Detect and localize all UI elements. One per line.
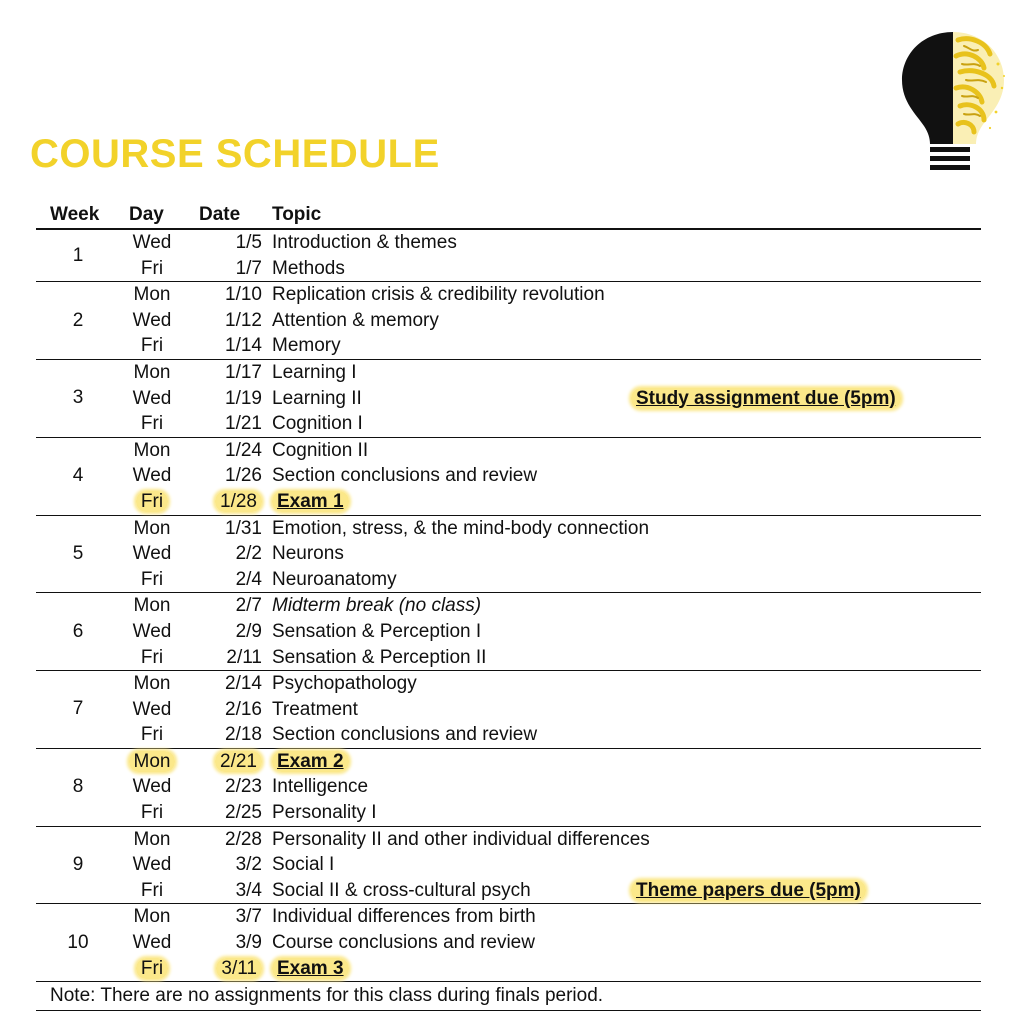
day-cell-text: Mon xyxy=(133,595,171,617)
day-cell-text: Wed xyxy=(132,854,172,876)
topic-cell xyxy=(272,256,345,281)
date-cell-text: 2/11 xyxy=(226,646,262,668)
topic-cell xyxy=(272,956,349,981)
table-row xyxy=(36,333,981,359)
day-cell xyxy=(120,956,184,981)
date-cell-text: 1/24 xyxy=(225,439,262,461)
date-cell xyxy=(184,386,262,411)
date-cell-text: 3/11 xyxy=(216,958,262,979)
footnote: Note: There are no assignments for this class during finals period. xyxy=(50,985,604,1007)
header-date: Date xyxy=(199,204,241,225)
date-cell xyxy=(184,671,262,696)
date-cell xyxy=(184,463,262,488)
topic-cell xyxy=(272,722,537,747)
table-row xyxy=(36,930,981,956)
day-cell-text: Mon xyxy=(133,439,171,461)
day-cell-text: Fri xyxy=(136,491,168,512)
schedule-table xyxy=(36,200,981,1011)
day-cell xyxy=(120,282,184,307)
topic-cell xyxy=(272,749,349,774)
topic-cell xyxy=(272,230,457,255)
table-row xyxy=(36,852,981,878)
week-group xyxy=(36,360,981,438)
date-cell-text: 1/19 xyxy=(225,387,262,409)
date-cell-text: 3/7 xyxy=(235,906,262,928)
day-cell xyxy=(120,333,184,358)
day-cell xyxy=(120,878,184,903)
topic-cell-text: Exam 2 xyxy=(272,751,349,772)
date-cell-text: 2/25 xyxy=(225,802,262,824)
date-cell-text: 1/10 xyxy=(225,284,262,306)
day-cell xyxy=(120,489,184,514)
table-row xyxy=(36,516,981,542)
table-row xyxy=(36,904,981,930)
topic-cell-text: Sensation & Perception I xyxy=(272,620,482,642)
topic-cell-text: Cognition II xyxy=(272,439,369,461)
day-cell xyxy=(120,671,184,696)
table-row xyxy=(36,800,981,826)
week-number: 8 xyxy=(72,776,84,798)
day-cell xyxy=(120,230,184,255)
day-cell-text: Fri xyxy=(136,958,168,979)
page-title: COURSE SCHEDULE xyxy=(30,132,440,176)
date-cell-text: 1/21 xyxy=(225,413,262,435)
date-cell-text: 2/28 xyxy=(225,828,262,850)
week-number: 6 xyxy=(72,620,84,642)
topic-cell-text: Learning II xyxy=(272,387,362,409)
date-cell xyxy=(184,593,262,618)
week-number: 1 xyxy=(72,244,84,266)
day-cell xyxy=(120,541,184,566)
deadline-note-text: Study assignment due (5pm) xyxy=(631,388,901,409)
topic-cell xyxy=(272,619,481,644)
week-group xyxy=(36,593,981,671)
table-row xyxy=(36,774,981,800)
day-cell xyxy=(120,593,184,618)
week-group xyxy=(36,282,981,360)
topic-cell-text: Neurons xyxy=(272,543,344,565)
day-cell xyxy=(120,516,184,541)
day-cell-text: Wed xyxy=(132,232,172,253)
day-cell-text: Wed xyxy=(132,387,172,409)
topic-cell xyxy=(272,878,531,903)
day-cell xyxy=(120,463,184,488)
topic-cell-text: Exam 3 xyxy=(272,958,349,979)
date-cell-text: 1/12 xyxy=(225,309,262,331)
topic-cell-text: Replication crisis & credibility revolution xyxy=(272,284,605,306)
table-row xyxy=(36,671,981,697)
date-cell-text: 3/2 xyxy=(235,854,262,876)
date-cell-text: 1/14 xyxy=(225,335,262,357)
topic-cell xyxy=(272,282,605,307)
header-topic: Topic xyxy=(272,204,322,225)
table-row xyxy=(36,749,981,775)
topic-cell xyxy=(272,516,649,541)
topic-cell-text: Emotion, stress, & the mind-body connection xyxy=(272,517,650,539)
topic-cell-text: Introduction & themes xyxy=(272,232,457,253)
day-cell-text: Wed xyxy=(132,776,172,798)
topic-cell-text: Methods xyxy=(272,257,345,279)
date-cell xyxy=(184,774,262,799)
week-group xyxy=(36,438,981,516)
date-cell-text: 2/4 xyxy=(235,568,262,590)
date-cell xyxy=(184,930,262,955)
topic-cell xyxy=(272,567,397,592)
week-number: 5 xyxy=(72,542,84,564)
topic-cell-text: Attention & memory xyxy=(272,309,439,331)
topic-cell-text: Treatment xyxy=(272,698,358,720)
week-group xyxy=(36,904,981,982)
topic-cell-text: Personality I xyxy=(272,802,377,824)
week-group xyxy=(36,516,981,594)
date-cell-text: 2/7 xyxy=(235,595,262,617)
topic-cell-text: Learning I xyxy=(272,361,357,383)
topic-cell-text: Neuroanatomy xyxy=(272,568,397,590)
topic-cell-text: Psychopathology xyxy=(272,673,417,695)
topic-cell-text: Exam 1 xyxy=(272,491,349,512)
day-cell xyxy=(120,567,184,592)
table-row xyxy=(36,827,981,853)
day-cell-text: Fri xyxy=(140,879,164,901)
date-cell xyxy=(184,697,262,722)
date-cell xyxy=(184,956,262,981)
topic-cell-text: Intelligence xyxy=(272,776,369,798)
topic-cell-text: Sensation & Perception II xyxy=(272,646,487,668)
date-cell xyxy=(184,438,262,463)
date-cell xyxy=(184,516,262,541)
day-cell-text: Fri xyxy=(140,568,164,590)
date-cell xyxy=(184,567,262,592)
date-cell-text: 2/16 xyxy=(225,698,262,720)
day-cell-text: Mon xyxy=(133,284,171,306)
table-row xyxy=(36,619,981,645)
date-cell xyxy=(184,360,262,385)
day-cell-text: Mon xyxy=(133,517,171,539)
deadline-note xyxy=(631,878,866,903)
day-cell xyxy=(120,411,184,436)
day-cell xyxy=(120,827,184,852)
table-row xyxy=(36,956,981,982)
day-cell-text: Mon xyxy=(133,906,171,928)
topic-cell-text: Social I xyxy=(272,854,335,876)
table-row xyxy=(36,697,981,723)
table-header xyxy=(36,200,981,230)
table-row xyxy=(36,256,981,282)
day-cell-text: Wed xyxy=(132,465,172,487)
deadline-note xyxy=(631,386,901,411)
day-cell xyxy=(120,645,184,670)
date-cell-text: 1/26 xyxy=(225,465,262,487)
topic-cell xyxy=(272,774,368,799)
topic-cell xyxy=(272,904,536,929)
date-cell xyxy=(184,619,262,644)
date-cell-text: 1/28 xyxy=(215,491,262,512)
table-row xyxy=(36,282,981,308)
date-cell-text: 1/31 xyxy=(225,517,262,539)
day-cell-text: Fri xyxy=(140,413,164,435)
table-row xyxy=(36,567,981,593)
date-cell-text: 2/14 xyxy=(225,673,262,695)
header-day: Day xyxy=(129,204,164,225)
week-number: 9 xyxy=(72,854,84,876)
day-cell-text: Fri xyxy=(140,257,164,279)
topic-cell-text: Midterm break (no class) xyxy=(272,595,482,617)
day-cell-text: Fri xyxy=(140,335,164,357)
day-cell xyxy=(120,774,184,799)
date-cell-text: 3/4 xyxy=(235,879,262,901)
date-cell xyxy=(184,645,262,670)
week-group xyxy=(36,749,981,827)
topic-cell xyxy=(272,386,362,411)
topic-cell xyxy=(272,645,486,670)
date-cell-text: 2/18 xyxy=(225,724,262,746)
table-row xyxy=(36,438,981,464)
topic-cell xyxy=(272,671,417,696)
table-row xyxy=(36,722,981,748)
week-number: 10 xyxy=(67,931,89,953)
topic-cell-text: Social II & cross-cultural psych xyxy=(272,879,531,901)
date-cell xyxy=(184,489,262,514)
day-cell xyxy=(120,386,184,411)
topic-cell xyxy=(272,360,357,385)
topic-cell-text: Section conclusions and review xyxy=(272,724,538,746)
date-cell xyxy=(184,333,262,358)
day-cell xyxy=(120,904,184,929)
topic-cell xyxy=(272,463,537,488)
date-cell xyxy=(184,827,262,852)
schedule-body xyxy=(36,230,981,982)
deadline-note-text: Theme papers due (5pm) xyxy=(631,880,866,901)
topic-cell xyxy=(272,852,334,877)
day-cell-text: Fri xyxy=(140,802,164,824)
week-number: 7 xyxy=(72,698,84,720)
date-cell xyxy=(184,878,262,903)
topic-cell xyxy=(272,930,535,955)
day-cell-text: Wed xyxy=(132,543,172,565)
topic-cell xyxy=(272,333,341,358)
topic-cell-text: Memory xyxy=(272,335,341,357)
topic-cell xyxy=(272,541,344,566)
day-cell xyxy=(120,930,184,955)
topic-cell xyxy=(272,800,377,825)
table-row xyxy=(36,593,981,619)
table-row xyxy=(36,489,981,515)
topic-cell-text: Personality II and other individual differences xyxy=(272,828,650,850)
week-number: 4 xyxy=(72,465,84,487)
topic-cell-text: Course conclusions and review xyxy=(272,932,535,954)
topic-cell xyxy=(272,489,349,514)
date-cell-text: 2/21 xyxy=(215,751,262,772)
table-row xyxy=(36,541,981,567)
day-cell-text: Wed xyxy=(132,620,172,642)
date-cell xyxy=(184,722,262,747)
week-group xyxy=(36,671,981,749)
day-cell-text: Wed xyxy=(132,932,172,954)
lightbulb-brain-icon xyxy=(898,28,1008,174)
topic-cell xyxy=(272,308,439,333)
day-cell xyxy=(120,697,184,722)
day-cell xyxy=(120,722,184,747)
topic-cell xyxy=(272,827,650,852)
day-cell xyxy=(120,852,184,877)
date-cell xyxy=(184,411,262,436)
day-cell-text: Mon xyxy=(129,751,176,772)
topic-cell-text: Cognition I xyxy=(272,413,363,435)
topic-cell xyxy=(272,593,481,618)
date-cell-text: 1/17 xyxy=(225,361,262,383)
topic-cell xyxy=(272,697,358,722)
topic-cell xyxy=(272,438,368,463)
table-row xyxy=(36,411,981,437)
week-group xyxy=(36,230,981,282)
day-cell xyxy=(120,619,184,644)
day-cell xyxy=(120,800,184,825)
day-cell-text: Mon xyxy=(133,361,171,383)
date-cell xyxy=(184,800,262,825)
table-row xyxy=(36,360,981,386)
table-row xyxy=(36,230,981,256)
date-cell-text: 1/5 xyxy=(235,232,262,253)
table-row xyxy=(36,386,981,412)
date-cell xyxy=(184,256,262,281)
date-cell-text: 3/9 xyxy=(235,932,262,954)
day-cell xyxy=(120,360,184,385)
day-cell-text: Fri xyxy=(140,646,164,668)
date-cell-text: 2/23 xyxy=(225,776,262,798)
date-cell xyxy=(184,904,262,929)
day-cell xyxy=(120,749,184,774)
date-cell xyxy=(184,282,262,307)
date-cell xyxy=(184,852,262,877)
topic-cell-text: Section conclusions and review xyxy=(272,465,538,487)
day-cell xyxy=(120,438,184,463)
header-week: Week xyxy=(50,204,100,225)
table-row xyxy=(36,645,981,671)
footnote-row xyxy=(36,982,981,1011)
topic-cell xyxy=(272,411,363,436)
date-cell-text: 2/2 xyxy=(235,543,262,565)
day-cell-text: Wed xyxy=(132,698,172,720)
date-cell xyxy=(184,308,262,333)
date-cell xyxy=(184,749,262,774)
day-cell-text: Wed xyxy=(132,309,172,331)
date-cell xyxy=(184,230,262,255)
day-cell xyxy=(120,308,184,333)
date-cell-text: 2/9 xyxy=(235,620,262,642)
topic-cell-text: Individual differences from birth xyxy=(272,906,536,928)
day-cell-text: Mon xyxy=(133,828,171,850)
table-row xyxy=(36,463,981,489)
day-cell-text: Fri xyxy=(140,724,164,746)
day-cell-text: Mon xyxy=(133,673,171,695)
week-group xyxy=(36,827,981,905)
date-cell-text: 1/7 xyxy=(235,257,262,279)
week-number: 2 xyxy=(72,309,84,331)
table-row xyxy=(36,308,981,334)
table-row xyxy=(36,878,981,904)
week-number: 3 xyxy=(72,387,84,409)
day-cell xyxy=(120,256,184,281)
date-cell xyxy=(184,541,262,566)
